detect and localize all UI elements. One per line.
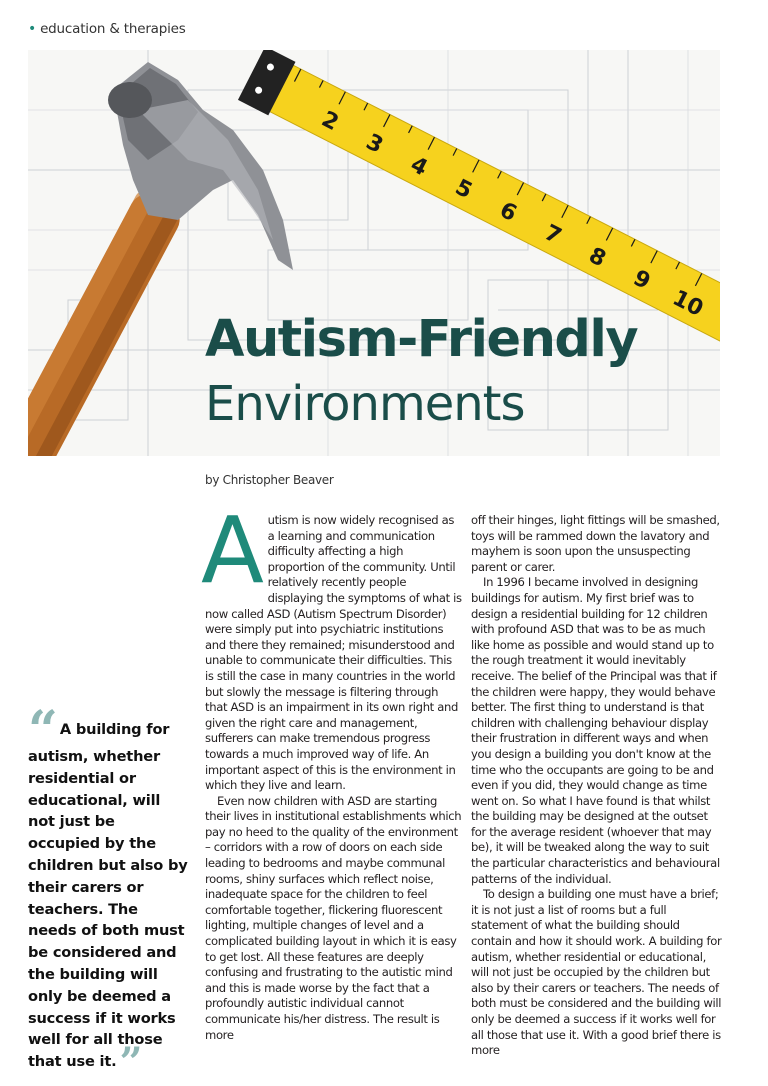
paragraph: utism is now widely recognised as a learning and communication difficulty affecting a high proportion of the community. Until relatively recently people displaying the symptoms of what is now called ASD (Autism Spectrum Disorder) were simply put into psychiatric institutions and there they remained; misunderstood and unable to communicate their difficulties. This is still the case in many countries in the world but slowly the message is filtering through that ASD is an impairment in its own right and given the right care and management, sufferers can make tremendous progress towards a much improved way of life. An important aspect of this is the environment in which they live and learn. (205, 513, 462, 793)
pull-quote (28, 700, 188, 1086)
open-quote-icon: “ (28, 700, 48, 761)
bullet-icon: • (28, 21, 37, 37)
section-label: • education & therapies (28, 21, 186, 37)
paragraph: To design a building one must have a brief; it is not just a list of rooms but a full statement of what the building should contain and how it should work. A building for autism, whether residential or educational, will not just be occupied by the children but also by their carers or teachers. The needs of both must be considered and the building will only be deemed a success if it works well for all those that use it. With a good brief there is more (471, 887, 722, 1058)
tape-number: 7 (540, 220, 566, 250)
article-subtitle: Environments (205, 376, 525, 432)
article-column-1 (201, 497, 463, 1043)
paragraph: Even now children with ASD are starting their lives in institutional establishments which pay no heed to the quality of the environment – corridors with a row of doors on each side leading to bedrooms and maybe communal rooms, shiny surfaces which reflect noise, inadequate space for the children to feel comfortable together, flickering fluorescent lighting, multiple changes of level and a complicated building layout in which it is easy to get lost. All these features are deeply confusing and frustrating to the autistic mind and this is made worse by the fact that a profoundly autistic individual cannot communicate his/her distress. The result is more (205, 793, 462, 1042)
tape-number: 2 (317, 106, 343, 137)
pull-quote-text: A building for autism, whether residential or educational, will not just be occupied by the children but also by their carers or teachers. The needs of both must be considered and the building will only be deemed a success if it works well for all those that use it. (28, 721, 188, 1071)
paragraph: In 1996 I became involved in designing buildings for autism. My first brief was to design a residential building for 12 children with profound ASD that was to be as much like home as possible and would stand up to the rough treatment it would inevitably receive. The belief of the Principal was that if the children were happy, they would behave better. The first thing to understand is that children with challenging behaviour display their frustration in different ways and when you design a building you don't know at the time who the occupants are going to be and even if you did, they would change as time went on. So what I have found is that whilst the building may be designed at the outset for the average resident (whoever that may be), it will be tweaked along the way to suit the particular characteristics and behavioural patterns of the individual. (471, 575, 720, 886)
byline: by Christopher Beaver (205, 473, 334, 487)
tape-number: 10 (668, 285, 708, 322)
tape-number: 3 (361, 129, 387, 159)
tape-number: 9 (629, 265, 655, 295)
drop-cap: A (201, 497, 264, 604)
tape-number: 6 (495, 197, 521, 227)
tape-number: 5 (451, 174, 477, 205)
tape-number: 4 (406, 152, 432, 182)
tape-number: 8 (584, 243, 610, 273)
close-quote-icon: ” (119, 1039, 136, 1086)
paragraph: off their hinges, light fittings will be smashed, toys will be rammed down the lavatory and mayhem is soon upon the unsuspecting parent or carer. (471, 513, 720, 574)
article-column-2 (471, 513, 723, 1059)
article-title: Autism-Friendly (205, 310, 638, 369)
